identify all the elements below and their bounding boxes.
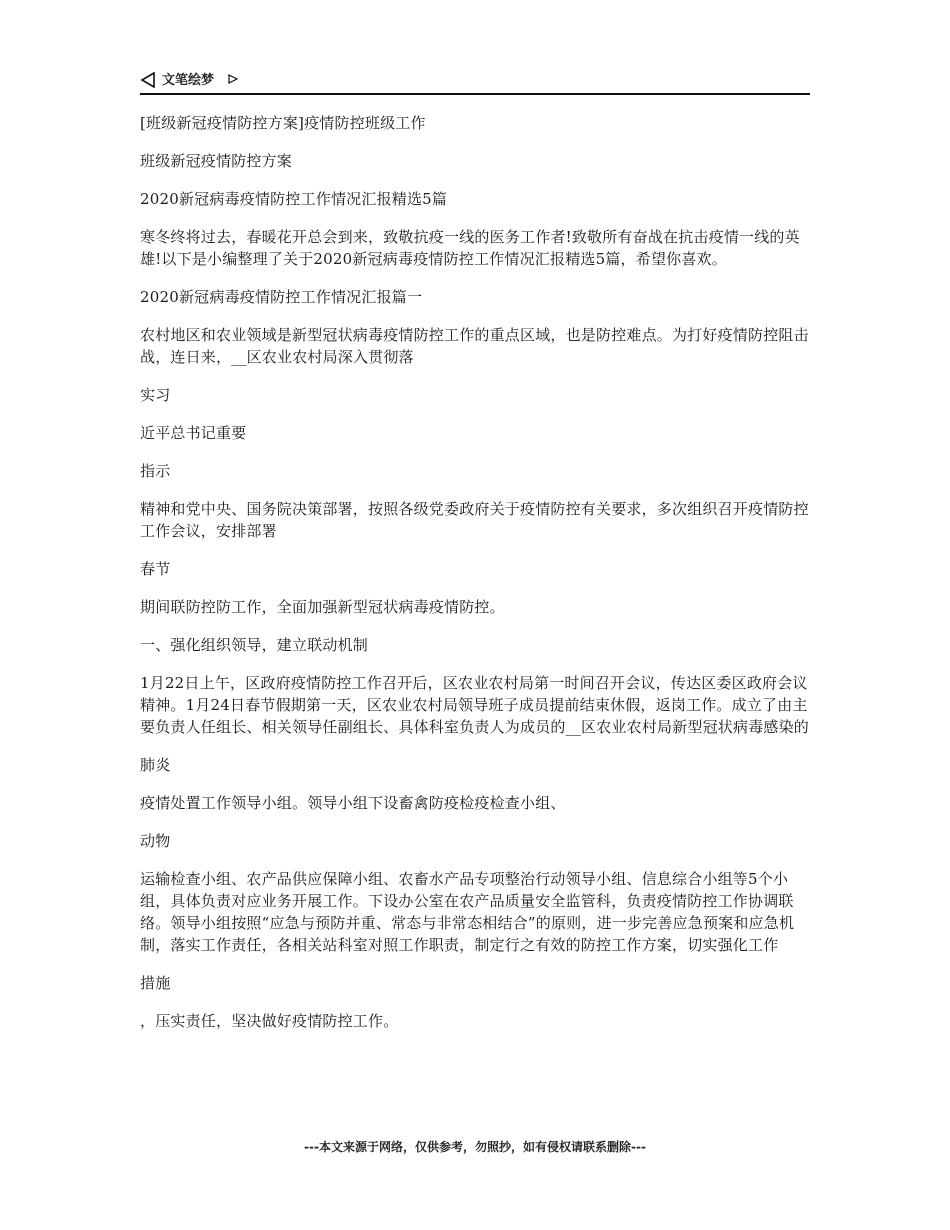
paragraph: ，压实责任，坚决做好疫情防控工作。 [140,1012,399,1030]
paragraph: 动物 [140,832,171,850]
paragraph: 班级新冠疫情防控方案 [140,152,293,170]
paragraph: 2020新冠病毒疫情防控工作情况汇报精选5篇 [140,190,448,208]
play-triangle-icon [228,74,238,84]
paragraph: 指示 [140,462,171,480]
header-title: 文笔绘梦 [162,73,215,88]
paragraph: 1月22日上午，区政府疫情防控工作召开后，区农业农村局第一时间召开会议，传达区委区政府会议精神。1月24日春节假期第一天，区农业农村局领导班子成员提前结束休假，返岗工作。成立了由主要负责人任组长、相关领导任副组长、具体科室负责人为成员的__区农业农村局新型冠状病毒感染的 [140,674,810,736]
paragraph: 措施 [140,974,171,992]
paragraph: 运输检查小组、农产品供应保障小组、农畜水产品专项整治行动领导小组、信息综合小组等5个小组，具体负责对应业务开展工作。下设办公室在农产品质量安全监管科，负责疫情防控工作协调联络。领导小组按照“应急与预防并重、常态与非常态相结合”的原则，进一步完善应急预案和应急机制，落实工作责任，各相关站科室对照工作职责，制定行之有效的防控工作方案，切实强化工作 [140,870,795,954]
back-triangle-icon [140,72,156,88]
paragraph: 2020新冠病毒疫情防控工作情况汇报篇一 [140,288,423,306]
paragraph: 精神和党中央、国务院决策部署，按照各级党委政府关于疫情防控有关要求，多次组织召开疫情防控工作会议，安排部署 [140,500,809,540]
document-body [140,112,812,1032]
paragraph: 春节 [140,560,171,578]
paragraph: [班级新冠疫情防控方案]疫情防控班级工作 [140,114,426,132]
paragraph: 期间联防控防工作，全面加强新型冠状病毒疫情防控。 [140,598,505,616]
footer-disclaimer: ---本文来源于网络，仅供参考，勿照抄，如有侵权请联系删除--- [304,1140,646,1154]
paragraph: 农村地区和农业领域是新型冠状病毒疫情防控工作的重点区域，也是防控难点。为打好疫情防控阻击战，连日来，__区农业农村局深入贯彻落 [140,326,809,366]
paragraph: 寒冬终将过去，春暖花开总会到来，致敬抗疫一线的医务工作者!致敬所有奋战在抗击疫情一线的英雄!以下是小编整理了关于2020新冠病毒疫情防控工作情况汇报精选5篇，希望你喜欢。 [140,228,800,268]
paragraph: 疫情处置工作领导小组。领导小组下设畜禽防疫检疫检查小组、 [140,794,566,812]
paragraph: 实习 [140,386,171,404]
paragraph: 肺炎 [140,756,171,774]
document-header [140,70,810,95]
paragraph: 近平总书记重要 [140,424,247,442]
paragraph: 一、强化组织领导，建立联动机制 [140,636,369,654]
